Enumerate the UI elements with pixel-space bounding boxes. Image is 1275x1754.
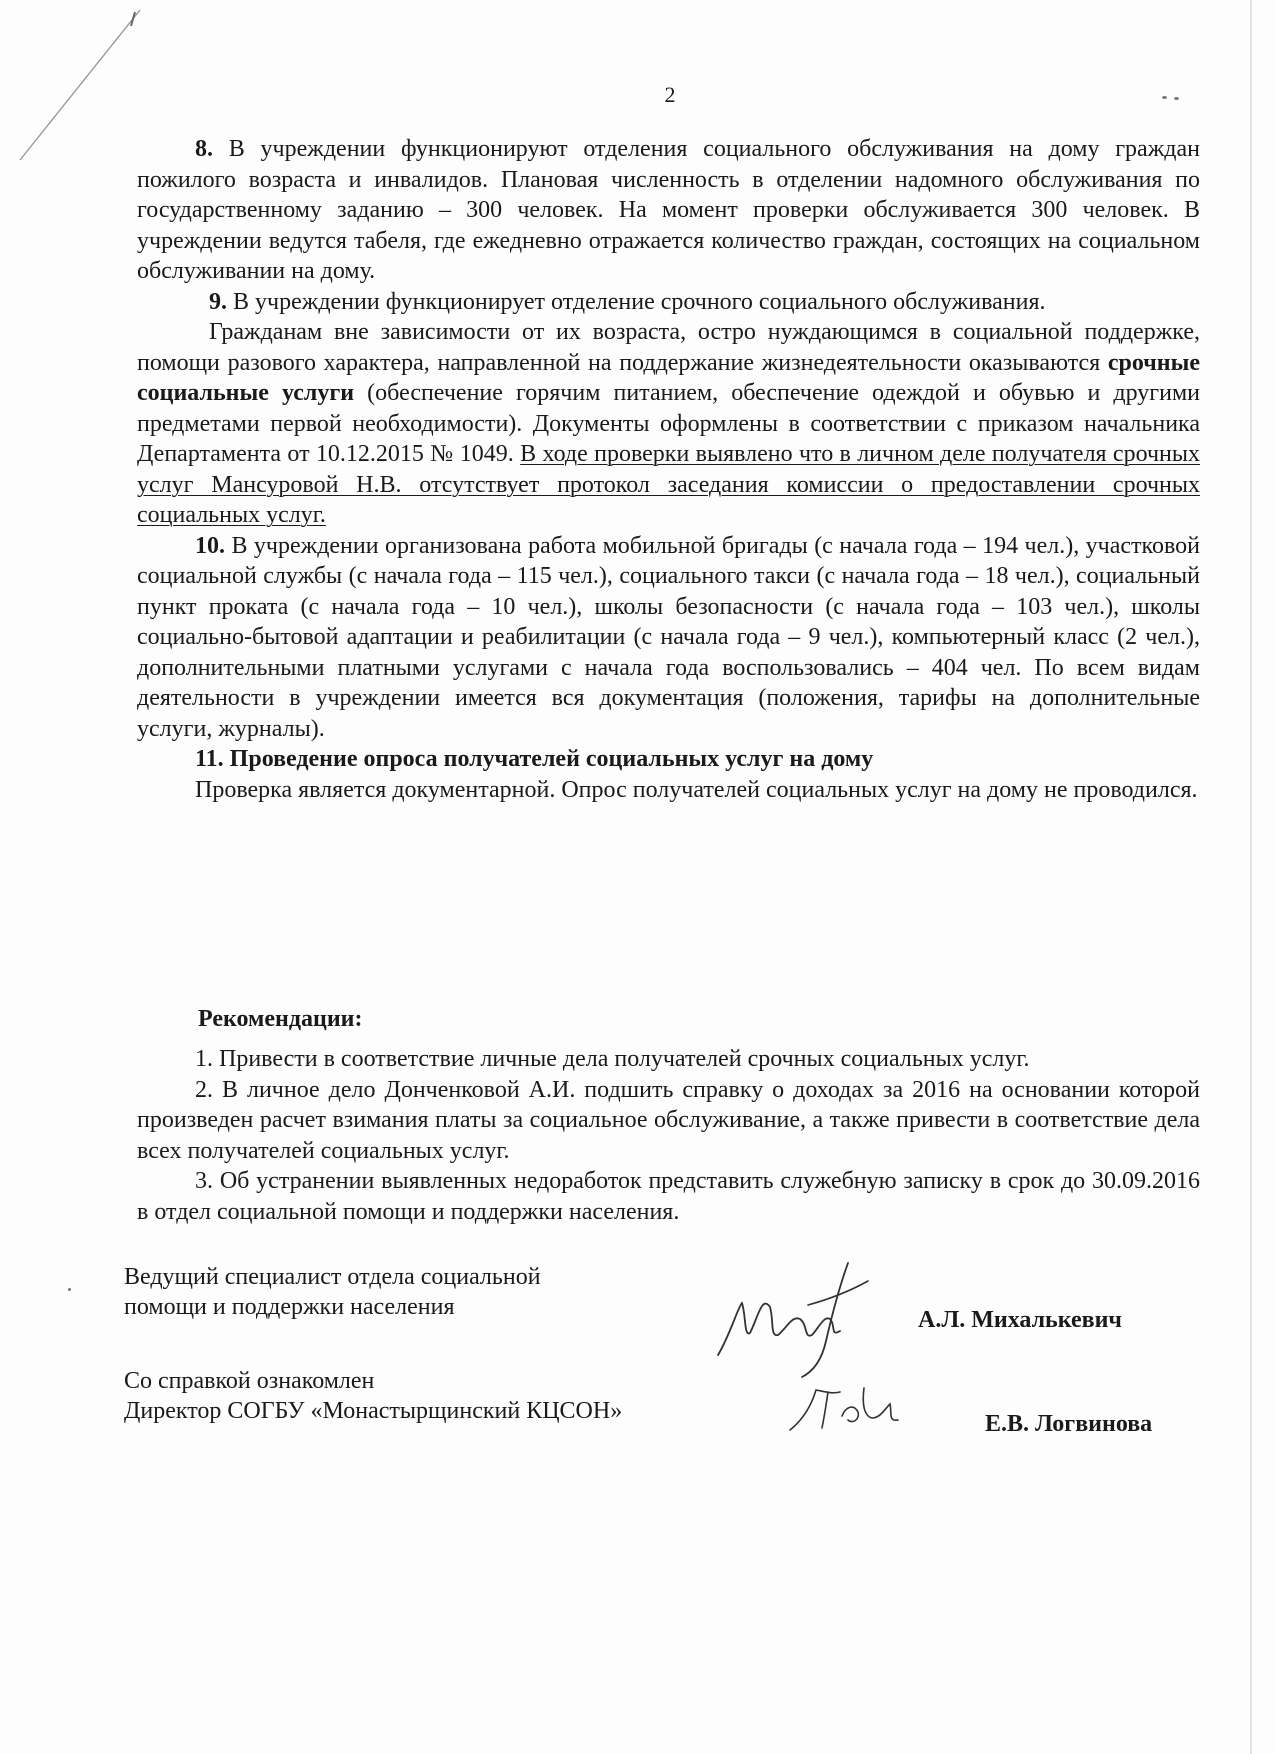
specialist-title-line: Ведущий специалист отдела социальной <box>124 1264 541 1290</box>
scan-speck <box>68 1288 71 1291</box>
paragraph-9-number: 9. <box>209 288 227 315</box>
specialist-title <box>124 1262 541 1322</box>
specialist-signature <box>700 1245 900 1385</box>
director-title: Директор СОГБУ «Монастырщинский КЦСОН» <box>124 1398 623 1424</box>
paragraph-9b-mid: (обеспечение горячим питанием, обеспечение одеждой и обувью и другими предметами первой необходимости). Документы оформлены в соответствии с приказом начальника Департамента от 10.12.2015 № 1049. <box>137 380 1201 467</box>
recommendations-heading: Рекомендации: <box>198 1006 363 1032</box>
paragraph-11-heading <box>137 744 1200 775</box>
paragraph-8-text: В учреждении функционируют отделения социального обслуживания на дому граждан пожилого возраста и инвалидов. Плановая численность в отделении надомного обслуживания по государственному заданию – 300 человек. На момент проверки обслуживается 300 человек. В учреждении ведутся табеля, где ежедневно отражается количество граждан, состоящих на социальном обслуживании на дому. <box>137 136 1200 284</box>
recommendations-list <box>137 1044 1200 1227</box>
paragraph-8 <box>137 134 1200 287</box>
paragraph-9b-start: Гражданам вне зависимости от их возраста, остро нуждающимся в социальной поддержке, помощи разового характера, направленной на поддержание жизнедеятельности оказываются <box>137 319 1200 376</box>
paragraph-10 <box>137 531 1200 745</box>
paragraph-9 <box>137 287 1200 318</box>
document-body <box>137 134 1200 805</box>
director-name: Е.В. Логвинова <box>985 1411 1153 1437</box>
acknowledgement-line: Со справкой ознакомлен <box>124 1368 375 1394</box>
paragraph-10-text: В учреждении организована работа мобильной бригады (с начала года – 194 чел.), участковой социальной службы (с начала года – 115 чел.), социального такси (с начала года – 18 чел.), социальный пункт проката (с начала года – 10 чел.), школы безопасности (с начала года – 103 чел.), школы социально-бытовой адаптации и реабилитации (с начала года – 9 чел.), компьютерный класс (2 чел.), дополнительными платными услугами с начала года воспользовались – 404 чел. По всем видам деятельности в учреждении имеется вся документация (положения, тарифы на дополнительные услуги, журналы). <box>137 532 1200 742</box>
acknowledgement-block <box>124 1366 622 1426</box>
recommendation-item: 3. Об устранении выявленных недоработок представить служебную записку в срок до 30.09.2016 в отдел социальной помощи и поддержки населения. <box>137 1168 1200 1225</box>
page-number: 2 <box>664 82 676 107</box>
scan-right-edge <box>1248 0 1254 1754</box>
paragraph-11-text: Проверка является документарной. Опрос получателей социальных услуг на дому не проводился. <box>195 776 1198 803</box>
paragraph-9b-underlined: В ходе проверки выявлено что в личном деле получателя срочных услуг Мансуровой Н.В. отсутствует протокол заседания комиссии о предоставлении срочных социальных услуг. <box>137 441 1200 528</box>
paragraph-9b-bold: срочные социальные услуги <box>137 349 1200 406</box>
recommendation-item: 2. В личное дело Донченковой А.И. подшить справку о доходах за 2016 на основании которой произведен расчет взимания платы за социальное обслуживание, а также привести в соответствие дела всех получателей социальных услуг. <box>137 1076 1200 1164</box>
recommendation-item: 1. Привести в соответствие личные дела получателей срочных социальных услуг. <box>195 1046 1030 1072</box>
paragraph-10-number: 10. <box>195 532 225 559</box>
director-signature <box>780 1370 950 1440</box>
paragraph-9-text: В учреждении функционирует отделение срочного социального обслуживания. <box>227 288 1046 315</box>
specialist-title-line: помощи и поддержки населения <box>124 1294 455 1320</box>
paragraph-9b <box>137 317 1200 531</box>
paragraph-8-number: 8. <box>195 136 213 162</box>
specialist-name: А.Л. Михалькевич <box>918 1307 1122 1333</box>
paragraph-11-heading-text: 11. Проведение опроса получателей социальных услуг на дому <box>195 746 874 772</box>
